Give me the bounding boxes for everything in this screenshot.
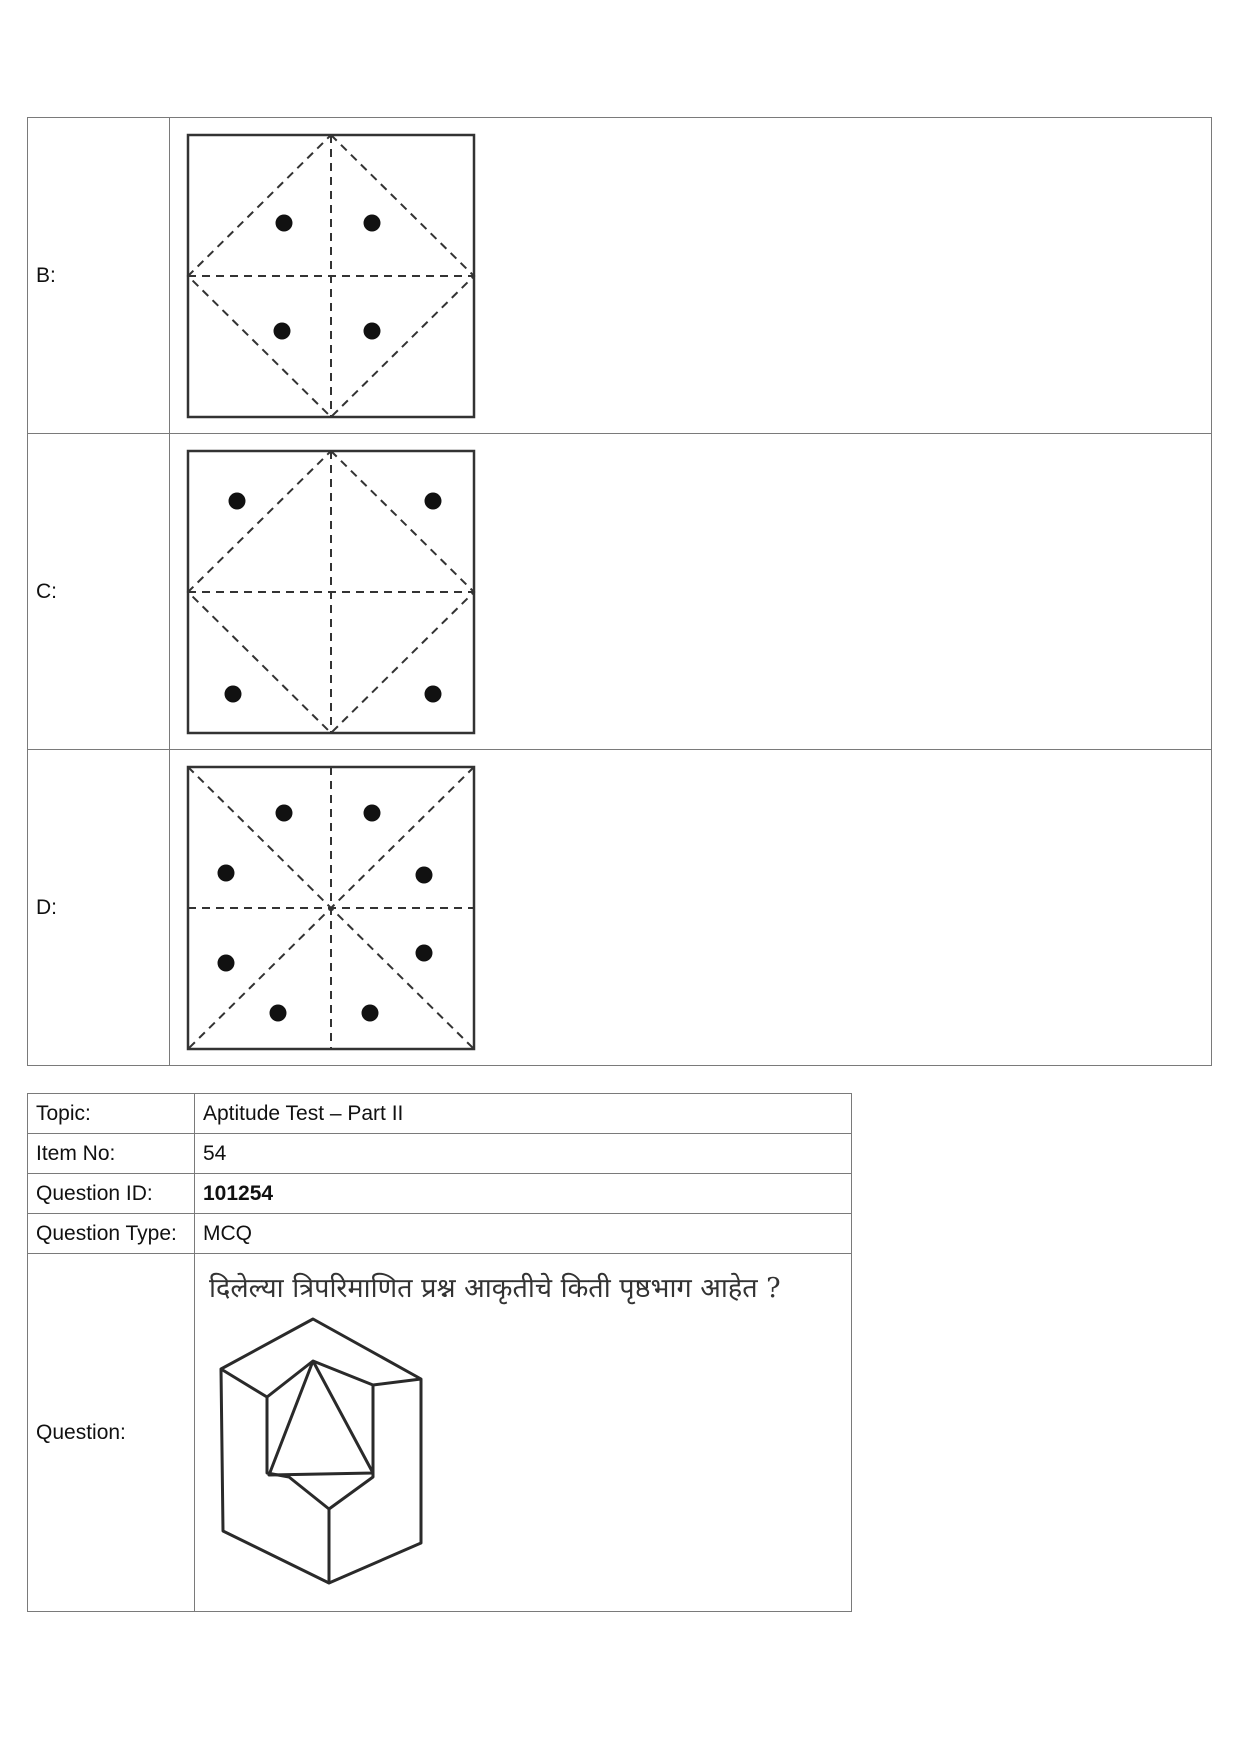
options-table: [27, 117, 1212, 1066]
option-row-d: [28, 750, 1212, 1066]
option-figure-c: [170, 434, 1212, 750]
item-label: Item No:: [28, 1134, 195, 1174]
option-label: D:: [28, 750, 170, 1066]
option-row-c: [28, 434, 1212, 750]
question-type-label: Question Type:: [28, 1214, 195, 1254]
question-type-row: [28, 1214, 852, 1254]
item-value: 54: [195, 1134, 852, 1174]
question-content: [195, 1254, 852, 1612]
option-row-b: [28, 118, 1212, 434]
option-b-figure: [186, 133, 476, 419]
question-id-label: Question ID:: [28, 1174, 195, 1214]
option-label: B:: [28, 118, 170, 434]
option-d-figure: [186, 765, 476, 1051]
question-type-value: MCQ: [195, 1214, 852, 1254]
question-row: [28, 1254, 852, 1612]
question-meta-table: [27, 1093, 852, 1612]
item-row: [28, 1134, 852, 1174]
topic-label: Topic:: [28, 1094, 195, 1134]
option-label: C:: [28, 434, 170, 750]
option-figure-d: [170, 750, 1212, 1066]
question-id-row: [28, 1174, 852, 1214]
question-figure: [217, 1313, 447, 1593]
option-c-figure: [186, 449, 476, 735]
question-text: दिलेल्या त्रिपरिमाणित प्रश्न आकृतीचे किती पृष्ठभाग आहेत ?: [209, 1273, 781, 1304]
question-id-value: 101254: [195, 1174, 852, 1214]
topic-value: Aptitude Test – Part II: [195, 1094, 852, 1134]
question-label: Question:: [28, 1254, 195, 1612]
topic-row: [28, 1094, 852, 1134]
option-figure-b: [170, 118, 1212, 434]
